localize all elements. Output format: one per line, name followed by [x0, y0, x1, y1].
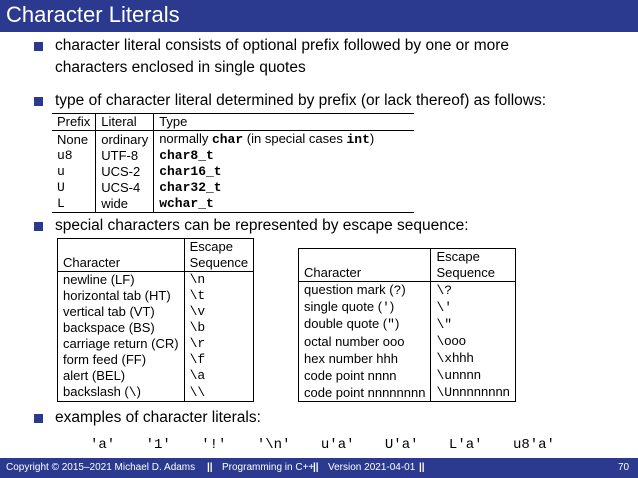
example-literal: L'a' [448, 437, 483, 453]
example-literal: '\n' [256, 437, 291, 453]
header-escape-sequence [184, 239, 254, 272]
seq-cell: \\ [184, 384, 254, 402]
type-text: normally [159, 131, 212, 146]
prefix-cell: u8 [57, 148, 73, 163]
footer-copyright: Copyright © 2015–2021 Michael D. Adams [6, 462, 196, 473]
char-cell: vertical tab (VT) [63, 304, 155, 319]
example-literal: U'a' [384, 437, 419, 453]
char-cell: octal number ooo [304, 334, 405, 349]
seq-code: \U [436, 385, 453, 400]
seq-cell: \" [431, 316, 515, 333]
example-literal: '!' [201, 437, 227, 453]
char-cell: backspace (BS) [63, 320, 155, 335]
seq-cell: \a [184, 368, 254, 384]
char-code: ? [393, 283, 402, 298]
table-row [299, 333, 516, 350]
char-text: ) [401, 282, 406, 297]
seq-text: hhh [452, 350, 474, 365]
header-escape: Escape [436, 249, 480, 264]
literal-cell: UCS-2 [96, 164, 154, 180]
seq-cell [431, 367, 515, 384]
table-row [299, 282, 516, 300]
char-code: " [387, 317, 395, 332]
table-row [52, 196, 414, 213]
char-cell: hex number hhh [304, 351, 398, 366]
table-row [52, 131, 414, 149]
char-cell: code point nnnnnnnn [304, 385, 426, 400]
prefix-table [52, 113, 414, 213]
escape-table-left [57, 238, 254, 402]
seq-cell: \? [431, 282, 515, 300]
type-code: char8_t [154, 148, 415, 164]
table-row [58, 304, 254, 320]
table-row [58, 352, 254, 368]
type-text: ) [369, 131, 375, 146]
prefix-cell: None [57, 132, 89, 147]
table-row [299, 384, 516, 402]
header-escape: Escape [189, 239, 233, 254]
char-cell: newline (LF) [63, 272, 135, 287]
header-sequence: Sequence [189, 255, 249, 270]
title-bar [0, 0, 638, 32]
table-row [58, 336, 254, 352]
header-character: Character [299, 249, 431, 282]
seq-cell: \b [184, 320, 254, 336]
bullet-4: examples of character literals: [55, 409, 261, 426]
char-cell: code point nnnn [304, 368, 397, 383]
table-row [58, 320, 254, 336]
seq-cell: \f [184, 352, 254, 368]
footer-bar [0, 458, 638, 478]
seq-cell: \' [431, 299, 515, 316]
table-row [58, 272, 254, 289]
bullet-2: type of character literal determined by prefix (or lack thereof) as follows: [55, 92, 547, 109]
type-code: int [346, 132, 370, 147]
seq-code: \ [436, 334, 445, 349]
char-text: single quote ( [304, 299, 383, 314]
seq-cell: \v [184, 304, 254, 320]
char-text: ) [394, 316, 400, 331]
table-row [52, 148, 414, 164]
literal-cell: wide [96, 196, 154, 213]
bullet-1-line1: character literal consists of optional prefix followed by one or more [55, 37, 510, 54]
char-cell: carriage return (CR) [63, 336, 179, 351]
table-row [299, 367, 516, 384]
seq-text: ooo [444, 333, 466, 348]
char-code: ' [382, 300, 390, 315]
header-escape-sequence [431, 249, 515, 282]
char-cell: horizontal tab (HT) [63, 288, 171, 303]
char-cell [299, 282, 431, 300]
char-code: \ [128, 385, 137, 400]
seq-text: nnnnnnnn [452, 384, 510, 399]
literal-cell: ordinary [96, 131, 154, 149]
table-row [58, 368, 254, 384]
example-literal: u'a' [320, 437, 355, 453]
prefix-cell: L [57, 196, 65, 211]
seq-cell: \r [184, 336, 254, 352]
table-row [58, 288, 254, 304]
table-row [299, 299, 516, 316]
example-literal: 'a' [90, 437, 116, 453]
header-literal: Literal [96, 114, 154, 131]
seq-code: \u [436, 368, 453, 383]
char-cell [299, 316, 431, 333]
footer-version: Version 2021-04-01 [328, 462, 416, 473]
char-cell: alert (BEL) [63, 368, 126, 383]
table-row [299, 350, 516, 367]
page-title: Character Literals [6, 2, 180, 27]
prefix-cell: u [57, 164, 65, 179]
bullet-marker [34, 414, 43, 423]
type-code: char32_t [154, 180, 415, 196]
char-text: ) [389, 299, 395, 314]
char-text: backslash ( [63, 384, 129, 399]
type-code: wchar_t [154, 196, 415, 213]
seq-cell [431, 384, 515, 402]
footer-separator: || [419, 462, 425, 473]
char-text: ) [136, 384, 141, 399]
type-text: (in special cases [243, 131, 347, 146]
footer-course: Programming in C++ [222, 462, 315, 473]
example-literal: '1' [145, 437, 171, 453]
header-sequence: Sequence [436, 265, 496, 280]
bullet-marker [34, 42, 43, 51]
char-cell [299, 299, 431, 316]
seq-code: \x [436, 351, 453, 366]
literal-cell: UCS-4 [96, 180, 154, 196]
prefix-cell: U [57, 180, 65, 195]
footer-page-number: 70 [618, 462, 630, 473]
seq-cell: \n [184, 272, 254, 289]
footer-separator: || [313, 462, 319, 473]
examples-list [90, 437, 577, 453]
bullet-1-line2: characters enclosed in single quotes [55, 59, 306, 76]
example-literal: u8'a' [512, 437, 555, 453]
seq-cell [431, 350, 515, 367]
bullet-marker [34, 222, 43, 231]
type-code: char [211, 132, 244, 147]
seq-cell [431, 333, 515, 350]
bullet-3: special characters can be represented by escape sequence: [55, 217, 469, 234]
table-row [299, 316, 516, 333]
bullet-marker [34, 97, 43, 106]
header-prefix: Prefix [52, 114, 96, 131]
header-type: Type [154, 114, 415, 131]
char-cell [58, 384, 185, 402]
bullet-1 [55, 35, 509, 79]
char-text: double quote ( [304, 316, 388, 331]
char-text: question mark ( [304, 282, 394, 297]
escape-table-right [298, 248, 516, 402]
table-row [52, 164, 414, 180]
seq-cell: \t [184, 288, 254, 304]
literal-cell: UTF-8 [96, 148, 154, 164]
header-character: Character [58, 239, 185, 272]
type-cell [154, 131, 415, 149]
table-row [52, 180, 414, 196]
char-cell: form feed (FF) [63, 352, 147, 367]
seq-text: nnnn [452, 367, 481, 382]
type-code: char16_t [154, 164, 415, 180]
footer-separator: || [207, 462, 213, 473]
table-row [58, 384, 254, 402]
